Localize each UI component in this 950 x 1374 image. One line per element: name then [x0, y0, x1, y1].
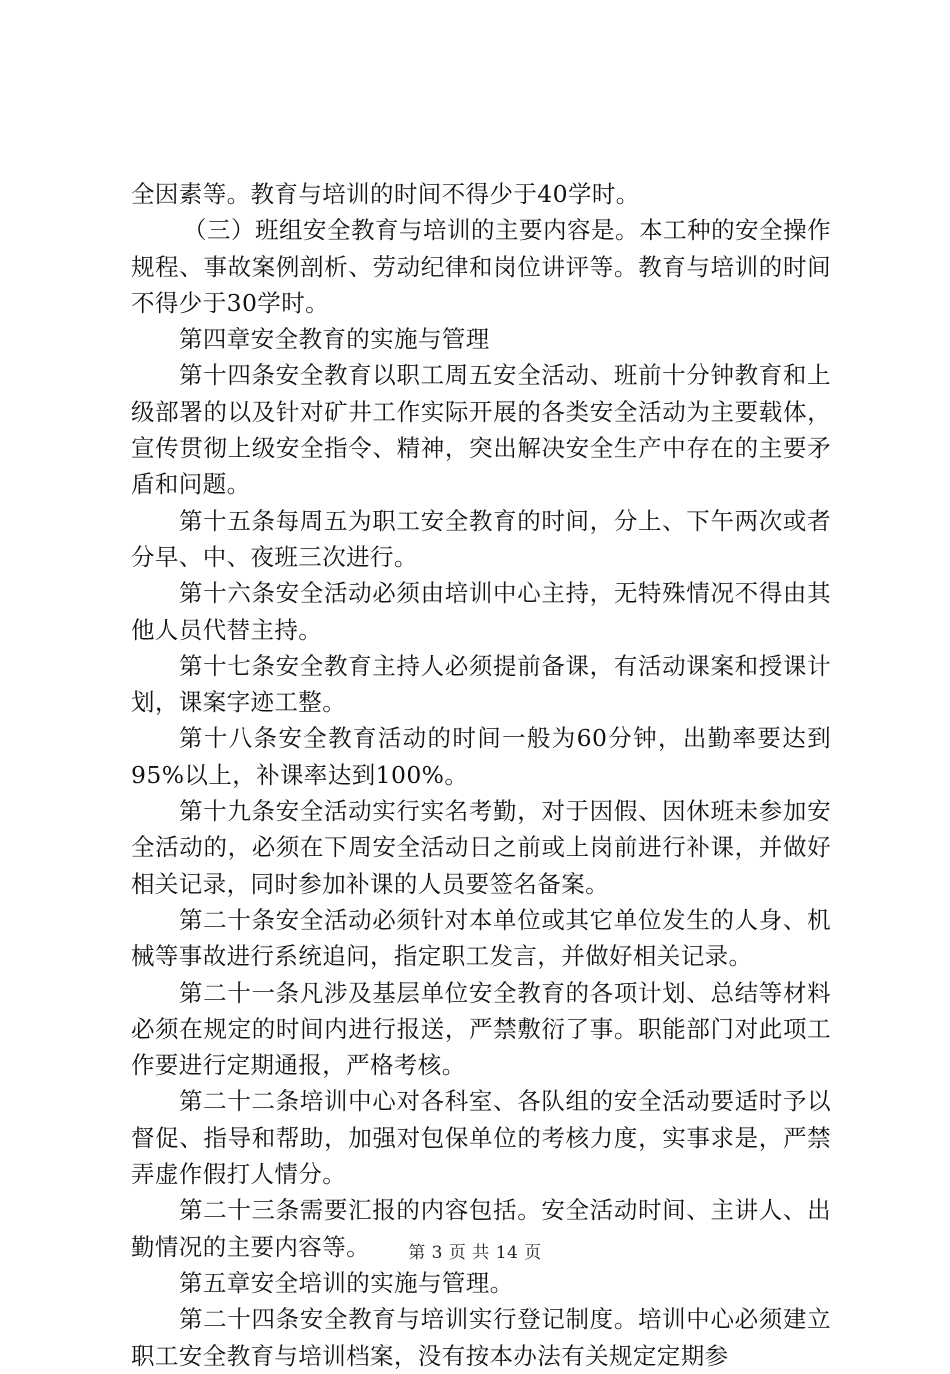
article-24: 第二十四条安全教育与培训实行登记制度。培训中心必须建立职工安全教育与培训档案，没有按本办法有关规定定期参: [131, 1305, 831, 1370]
article-14: 第十四条安全教育以职工周五安全活动、班前十分钟教育和上级部署的以及针对矿井工作实际开展的各类安全活动为主要载体，宣传贯彻上级安全指令、精神，突出解决安全生产中存在的主要矛盾和问题。: [131, 361, 831, 499]
article-20: 第二十条安全活动必须针对本单位或其它单位发生的人身、机械等事故进行系统追问，指定职工发言，并做好相关记录。: [131, 905, 831, 971]
article-21: 第二十一条凡涉及基层单位安全教育的各项计划、总结等材料必须在规定的时间内进行报送，严禁敷衍了事。职能部门对此项工作要进行定期通报，严格考核。: [131, 978, 831, 1080]
paragraph-class-training: （三）班组安全教育与培训的主要内容是。本工种的安全操作规程、事故案例剖析、劳动纪律和岗位讲评等。教育与培训的时间不得少于30学时。: [131, 216, 831, 317]
article-18: 第十八条安全教育活动的时间一般为60分钟，出勤率要达到95%以上，补课率达到100%。: [131, 724, 831, 789]
chapter-heading-5: 第五章安全培训的实施与管理。: [179, 1268, 514, 1297]
document-body: [131, 176, 831, 1374]
article-22: 第二十二条培训中心对各科室、各队组的安全活动要适时予以督促、指导和帮助，加强对包保单位的考核力度，实事求是，严禁弄虚作假打人情分。: [131, 1087, 831, 1189]
page-number-footer: 第 3 页 共 14 页: [408, 1243, 542, 1263]
article-23: 第二十三条需要汇报的内容包括。安全活动时间、主讲人、出勤情况的主要内容等。: [131, 1196, 831, 1261]
article-19: 第十九条安全活动实行实名考勤，对于因假、因休班未参加安全活动的，必须在下周安全活动日之前或上岗前进行补课，并做好相关记录，同时参加补课的人员要签名备案。: [131, 797, 831, 898]
article-15: 第十五条每周五为职工安全教育的时间，分上、下午两次或者分早、中、夜班三次进行。: [131, 506, 831, 571]
article-17: 第十七条安全教育主持人必须提前备课，有活动课案和授课计划，课案字迹工整。: [131, 651, 831, 717]
chapter-heading-4: 第四章安全教育的实施与管理: [179, 325, 490, 354]
article-16: 第十六条安全活动必须由培训中心主持，无特殊情况不得由其他人员代替主持。: [131, 579, 831, 644]
paragraph-continuation: 全因素等。教育与培训的时间不得少于40学时。: [131, 180, 640, 208]
